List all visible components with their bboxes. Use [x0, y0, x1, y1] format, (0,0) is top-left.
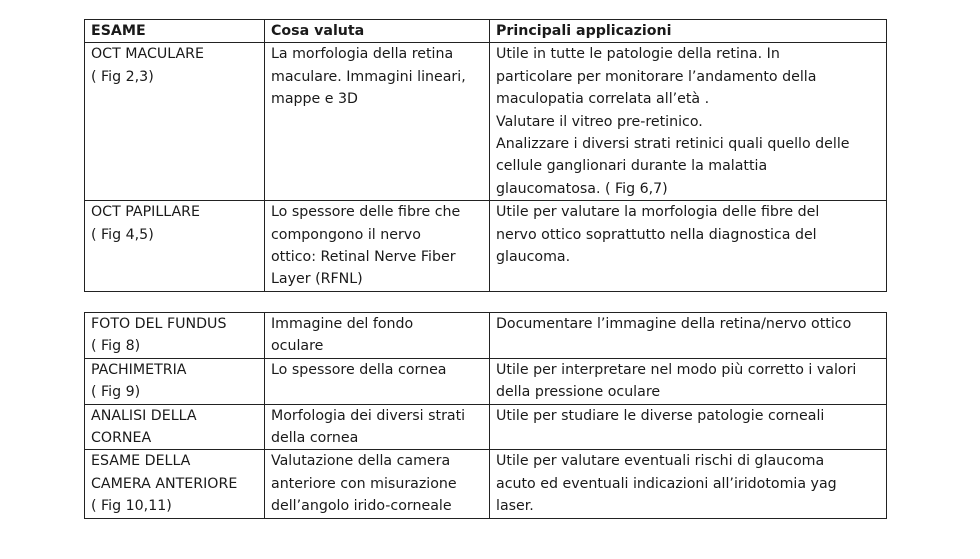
table-row	[85, 358, 887, 404]
cell-text-line: Valutare il vitreo pre-retinico.	[496, 113, 703, 130]
cell-text-line: Utile per interpretare nel modo più corretto i valori	[496, 361, 857, 378]
cell-evaluates	[265, 404, 490, 450]
cell-text-line: CORNEA	[91, 430, 152, 447]
cell-text-line: anteriore con misurazione	[271, 475, 457, 492]
cell-text-line: nervo ottico soprattutto nella diagnostica del	[496, 226, 817, 243]
cell-text-line: PACHIMETRIA	[91, 361, 187, 378]
cell-text-line: mappe e 3D	[271, 91, 358, 108]
cell-text-line: ANALISI DELLA	[91, 407, 197, 424]
cell-applications	[490, 450, 887, 518]
table-row	[85, 450, 887, 518]
cell-text-line: ( Fig 4,5)	[91, 226, 154, 243]
cell-exam	[85, 313, 265, 359]
cell-text-line: Lo spessore delle fibre che	[271, 204, 461, 221]
cell-text-line: ottico: Retinal Nerve Fiber	[271, 249, 456, 266]
cell-text-line: Immagine del fondo	[271, 316, 414, 332]
cell-evaluates	[265, 450, 490, 518]
cell-evaluates	[265, 313, 490, 359]
table-row	[85, 201, 887, 292]
cell-text-line: acuto ed eventuali indicazioni all’iridotomia yag	[496, 475, 837, 492]
cell-text-line: Utile per valutare la morfologia delle fibre del	[496, 204, 820, 221]
cell-text-line: maculare. Immagini lineari,	[271, 68, 466, 85]
cell-exam	[85, 404, 265, 450]
exams-table-secondary	[84, 312, 887, 519]
cell-exam	[85, 358, 265, 404]
cell-exam	[85, 450, 265, 518]
cell-text-line: ( Fig 10,11)	[91, 498, 172, 515]
cell-text-line: CAMERA ANTERIORE	[91, 475, 238, 492]
cell-text-line: La morfologia della retina	[271, 46, 454, 63]
cell-text-line: ( Fig 9)	[91, 384, 141, 401]
cell-applications	[490, 201, 887, 292]
cell-text-line: particolare per monitorare l’andamento della	[496, 68, 817, 85]
cell-text-line: ( Fig 8)	[91, 338, 141, 355]
cell-text-line: ( Fig 2,3)	[91, 68, 154, 85]
cell-evaluates	[265, 358, 490, 404]
table-body-secondary	[85, 313, 887, 519]
cell-text-line: Utile per valutare eventuali rischi di glaucoma	[496, 453, 825, 470]
header-row	[85, 20, 887, 43]
cell-applications	[490, 313, 887, 359]
header-exam: ESAME	[85, 20, 265, 43]
table-row	[85, 404, 887, 450]
header-evaluates: Cosa valuta	[265, 20, 490, 43]
cell-text-line: Analizzare i diversi strati retinici quali quello delle	[496, 136, 850, 153]
cell-text-line: FOTO DEL FUNDUS	[91, 316, 227, 332]
cell-text-line: OCT PAPILLARE	[91, 204, 201, 221]
cell-text-line: della cornea	[271, 430, 359, 447]
cell-applications	[490, 43, 887, 201]
header-applications: Principali applicazioni	[490, 20, 887, 43]
cell-text-line: glaucoma.	[496, 249, 571, 266]
cell-text-line: compongono il nervo	[271, 226, 421, 243]
table-body-main	[85, 43, 887, 291]
cell-text-line: della pressione oculare	[496, 384, 661, 401]
table-row	[85, 313, 887, 359]
cell-text-line: Layer (RFNL)	[271, 271, 363, 288]
cell-text-line: Lo spessore della cornea	[271, 361, 447, 378]
cell-applications	[490, 404, 887, 450]
cell-text-line: OCT MACULARE	[91, 46, 204, 63]
cell-exam	[85, 43, 265, 201]
cell-applications	[490, 358, 887, 404]
cell-text-line: glaucomatosa. ( Fig 6,7)	[496, 180, 668, 197]
exams-table-main	[84, 19, 887, 292]
cell-exam	[85, 201, 265, 292]
cell-text-line: Utile in tutte le patologie della retina. In	[496, 46, 780, 63]
cell-text-line: Valutazione della camera	[271, 453, 451, 470]
cell-evaluates	[265, 201, 490, 292]
table-row	[85, 43, 887, 201]
cell-evaluates	[265, 43, 490, 201]
cell-text-line: Utile per studiare le diverse patologie corneali	[496, 407, 825, 424]
cell-text-line: Documentare l’immagine della retina/nervo ottico	[496, 316, 852, 332]
cell-text-line: ESAME DELLA	[91, 453, 191, 470]
cell-text-line: Morfologia dei diversi strati	[271, 407, 466, 424]
cell-text-line: cellule ganglionari durante la malattia	[496, 158, 768, 175]
cell-text-line: dell’angolo irido-corneale	[271, 498, 452, 515]
cell-text-line: laser.	[496, 498, 534, 515]
cell-text-line: oculare	[271, 338, 324, 355]
cell-text-line: maculopatia correlata all’età .	[496, 91, 710, 108]
